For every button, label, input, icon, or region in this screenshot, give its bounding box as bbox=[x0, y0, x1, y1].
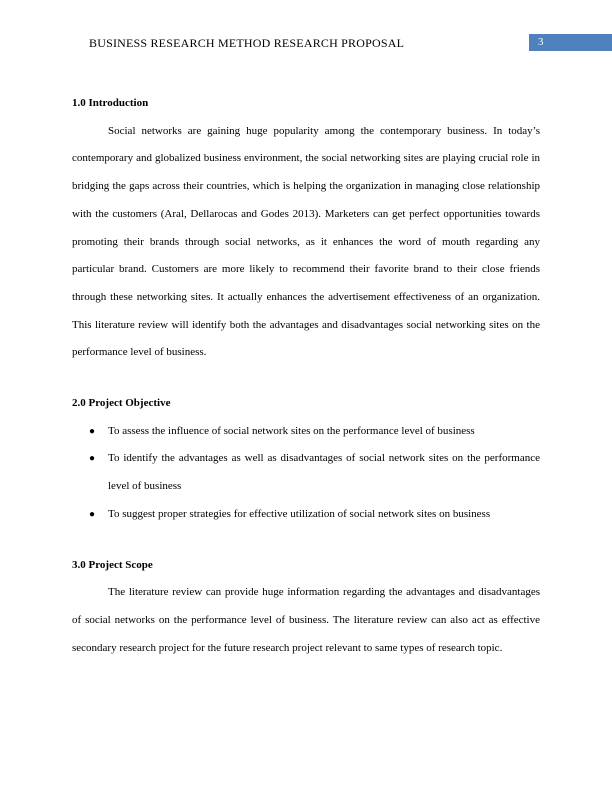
scope-paragraph: The literature review can provide huge information regarding the advantages and disadvantages of social networks on the performance level of business. The literature review can also act as effective secondary research project for the future research project relevant to same types of research topic. bbox=[72, 586, 540, 654]
running-header: BUSINESS RESEARCH METHOD RESEARCH PROPOSAL bbox=[89, 36, 405, 50]
bullet-icon: ● bbox=[89, 425, 96, 437]
list-item-text: To suggest proper strategies for effective utilization of social network sites on business bbox=[108, 507, 491, 520]
bullet-icon: ● bbox=[89, 453, 96, 465]
list-item-text: To identify the advantages as well as disadvantages of social network sites on the performance level of business bbox=[108, 452, 540, 493]
page-number-box bbox=[529, 34, 612, 51]
bullet-icon: ● bbox=[89, 508, 96, 520]
section-heading-introduction: 1.0 Introduction bbox=[72, 97, 149, 109]
introduction-paragraph: Social networks are gaining huge popularity among the contemporary business. In today’s contemporary and globalized business environment, the social networking sites are playing crucial role in bridging the gaps across their countries, which is helping the organization in managing close relationship with the customers (Aral, Dellarocas and Godes 2013). Marketers can get perfect opportunities towards promoting their brands through social networks, as it enhances the word of mouth regarding any particular brand. Customers are more likely to recommend their favorite brand to their close friends through these networking sites. It actually enhances the advertisement effectiveness of an organization. This literature review will identify both the advantages and disadvantages social networking sites on the performance level of business. bbox=[72, 124, 540, 359]
section-heading-objective: 2.0 Project Objective bbox=[72, 397, 171, 410]
page-number: 3 bbox=[538, 36, 544, 48]
list-item-text: To assess the influence of social network sites on the performance level of business bbox=[108, 424, 475, 437]
objective-list bbox=[72, 418, 540, 529]
list-item bbox=[89, 445, 540, 500]
section-heading-scope: 3.0 Project Scope bbox=[72, 558, 153, 571]
list-item bbox=[89, 418, 540, 446]
document-body bbox=[72, 90, 540, 662]
list-item bbox=[89, 501, 540, 529]
